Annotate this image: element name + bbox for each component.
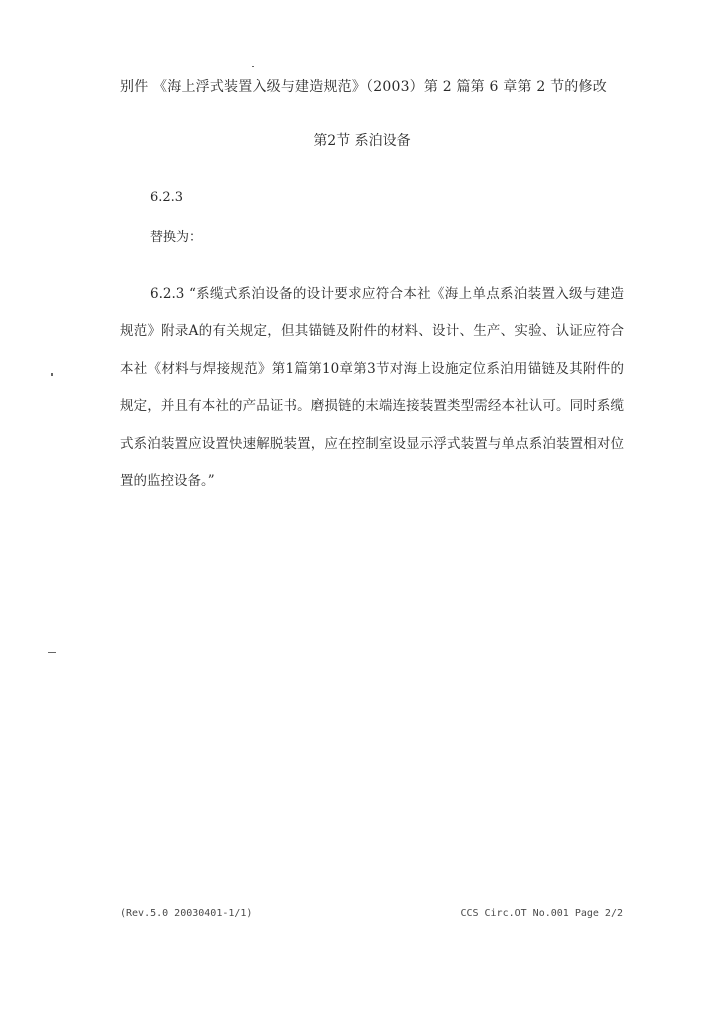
scan-mark: [48, 652, 56, 653]
clause-number: 6.2.3: [150, 190, 184, 205]
clause-body: 6.2.3 “系缆式系泊设备的设计要求应符合本社《海上单点系泊装置入级与建造规范》附录A的有关规定，但其锚链及附件的材料、设计、生产、实验、认证应符合本社《材料与焊接规范》第1篇第10章第3节对海上设施定位系泊用锚链及其附件的规定，并且有本社的产品证书。磨损链的末端连接装置类型需经本社认可。同时系缆式系泊装置应设置快速解脱装置，应在控制室设显示浮式装置与单点系泊装置相对位置的监控设备。”: [120, 285, 624, 490]
replace-label: 替换为：: [150, 230, 203, 245]
section-heading: 第2节 系泊设备: [313, 133, 411, 149]
scan-mark: [252, 66, 254, 67]
footer-revision: (Rev.5.0 20030401-1/1): [120, 908, 253, 919]
scan-mark: [51, 373, 53, 376]
page-title: 别件 《海上浮式装置入级与建造规范》（2003）第 2 篇第 6 章第 2 节的修改: [120, 79, 607, 95]
footer-page-info: CCS Circ.OT No.001 Page 2/2: [460, 908, 623, 919]
